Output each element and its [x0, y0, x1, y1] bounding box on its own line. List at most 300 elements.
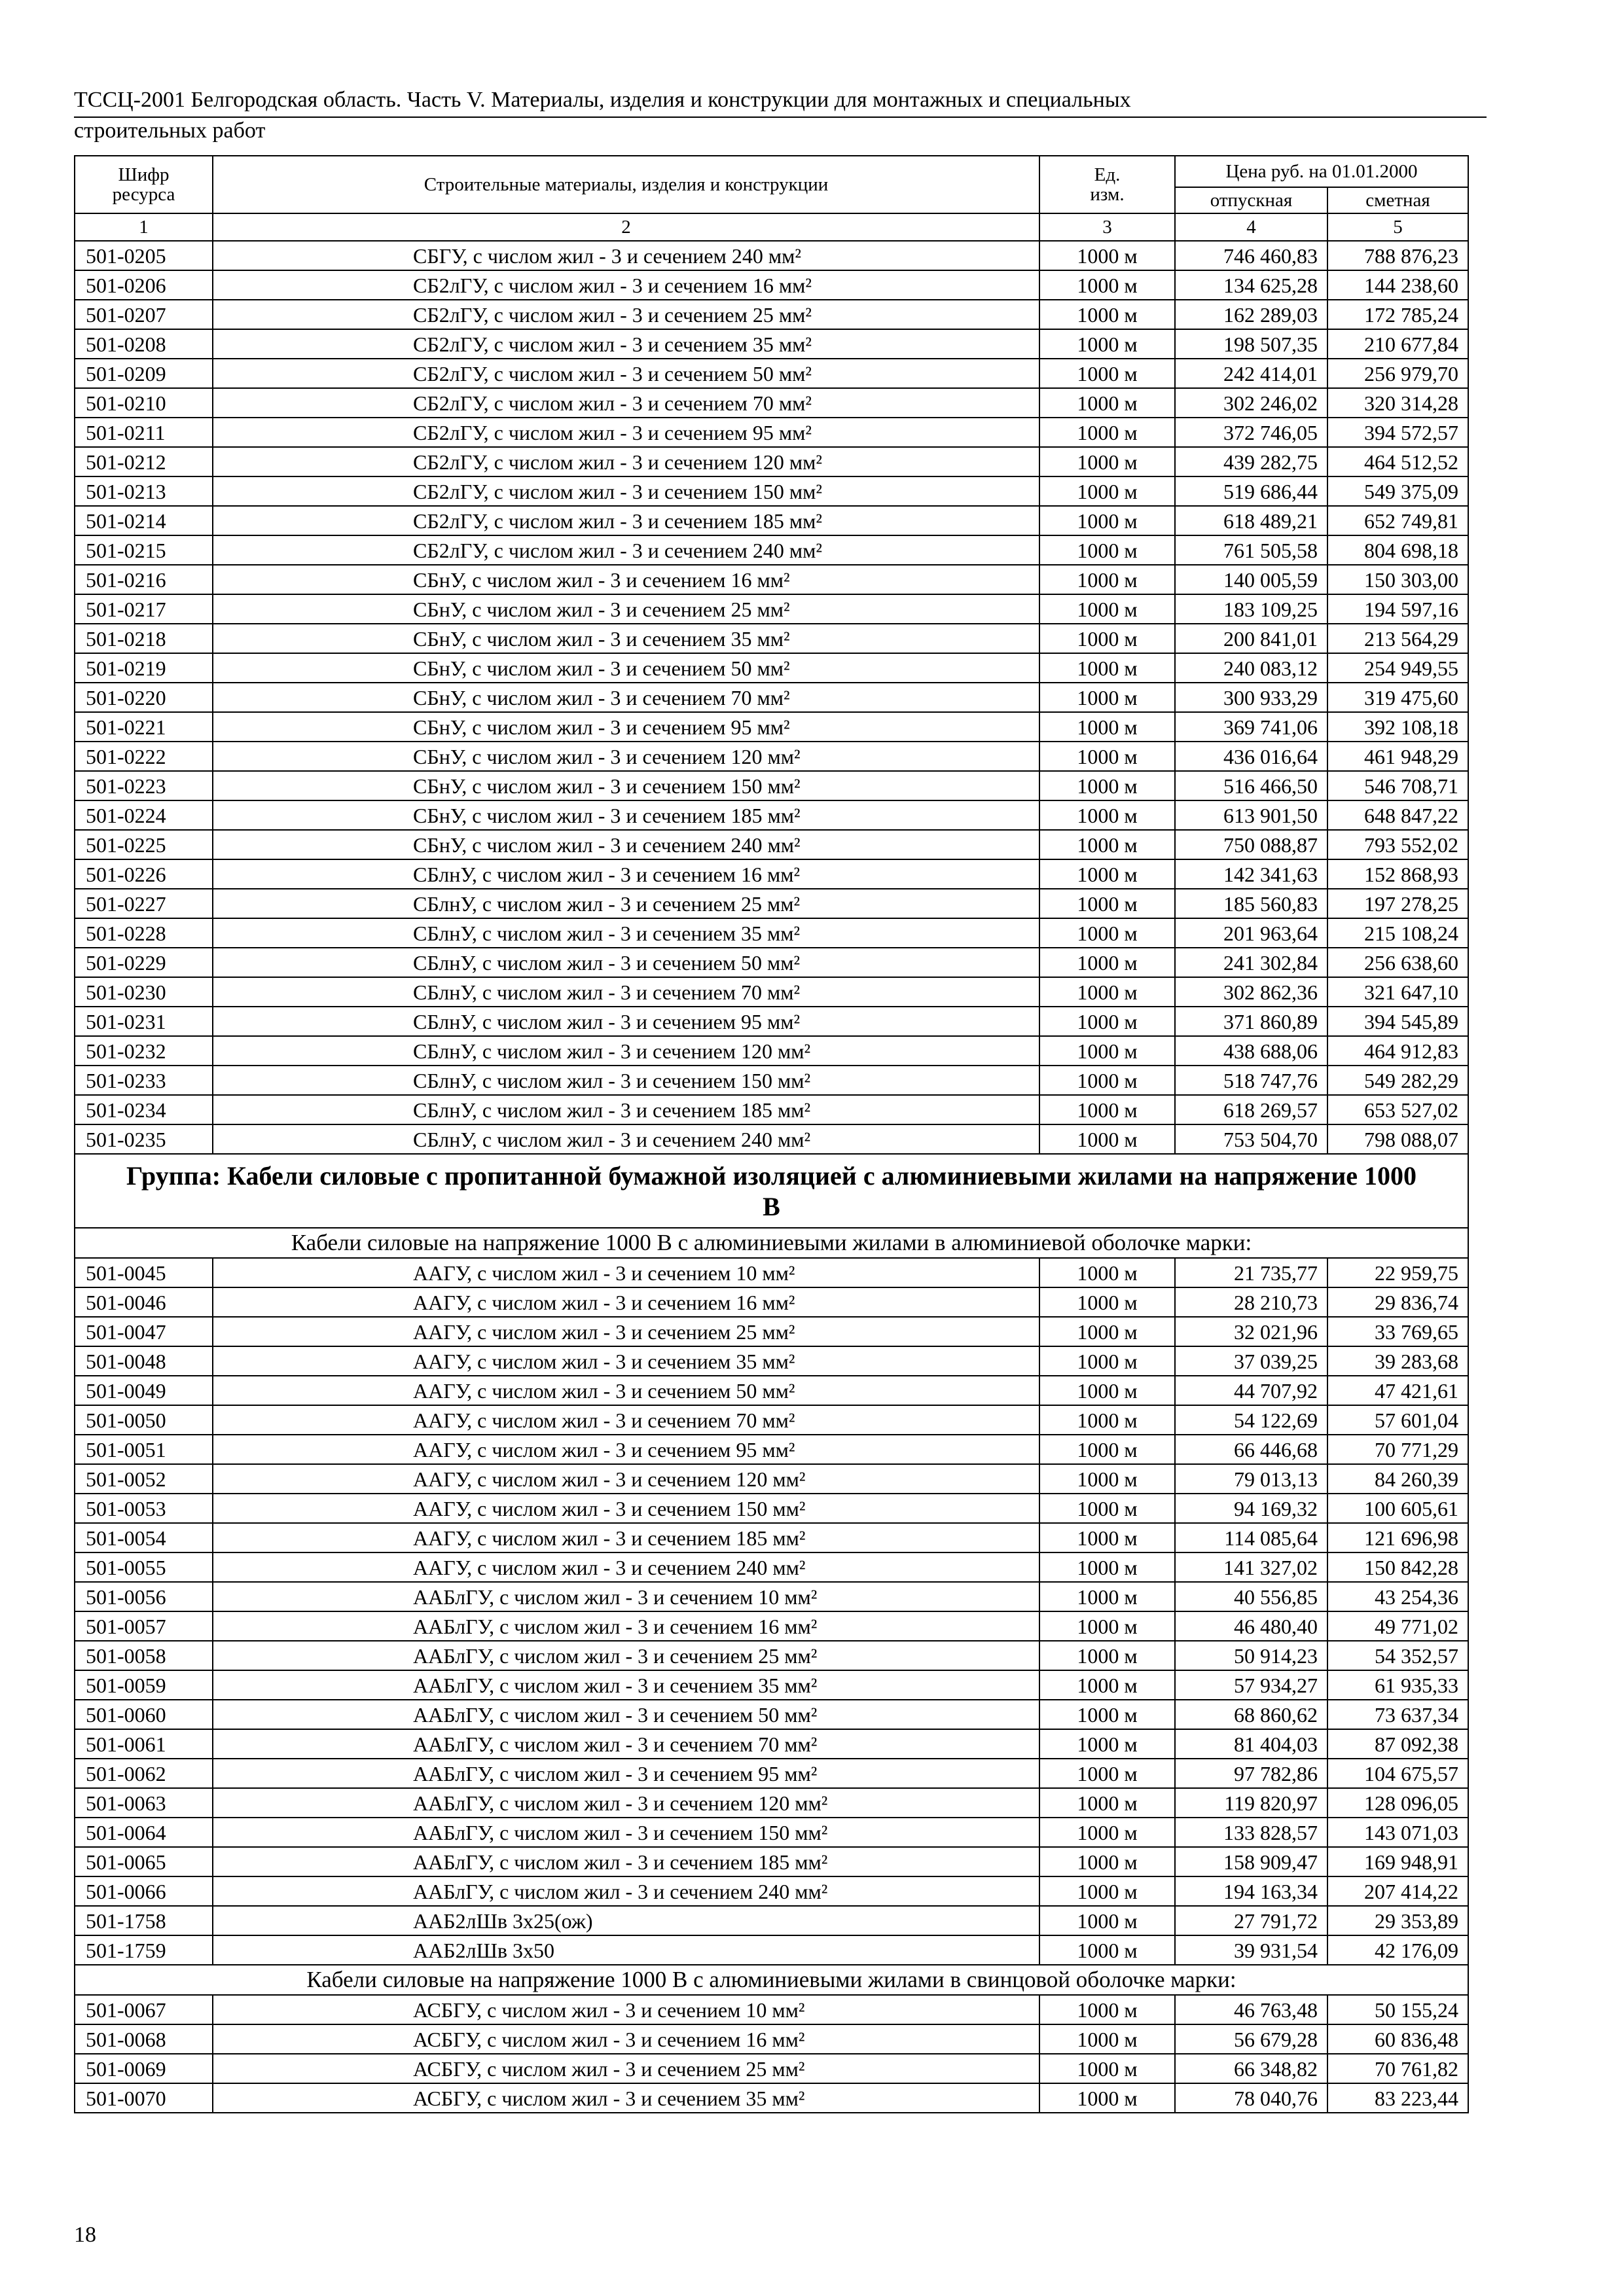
table-row — [75, 1405, 1468, 1435]
unit: 1000 м — [1039, 1582, 1175, 1611]
column-header-release: отпускная — [1175, 187, 1327, 213]
table-row — [75, 624, 1468, 653]
material-name: СБ2лГУ, с числом жил - 3 и сечением 16 мм² — [213, 270, 1039, 300]
resource-code: 501-0220 — [75, 683, 213, 712]
resource-code: 501-0064 — [75, 1818, 213, 1847]
estimate-price: 152 868,93 — [1327, 859, 1468, 889]
table-row — [75, 1818, 1468, 1847]
material-name: ААГУ, с числом жил - 3 и сечением 16 мм² — [213, 1287, 1039, 1317]
resource-code: 501-0217 — [75, 594, 213, 624]
material-name: СБлнУ, с числом жил - 3 и сечением 50 мм² — [213, 948, 1039, 977]
estimate-price: 70 761,82 — [1327, 2054, 1468, 2083]
table-row — [75, 830, 1468, 859]
estimate-price: 150 842,28 — [1327, 1552, 1468, 1582]
release-price: 519 686,44 — [1175, 476, 1327, 506]
resource-code: 501-0047 — [75, 1317, 213, 1346]
material-name: ААБ2лШв 3х50 — [213, 1935, 1039, 1965]
resource-code: 501-0225 — [75, 830, 213, 859]
unit: 1000 м — [1039, 300, 1175, 329]
unit: 1000 м — [1039, 624, 1175, 653]
header-title-line2: строительных работ — [74, 118, 266, 143]
table-row — [75, 1670, 1468, 1700]
release-price: 32 021,96 — [1175, 1317, 1327, 1346]
material-name: СБнУ, с числом жил - 3 и сечением 50 мм² — [213, 653, 1039, 683]
table-row — [75, 594, 1468, 624]
resource-code: 501-0232 — [75, 1036, 213, 1066]
release-price: 438 688,06 — [1175, 1036, 1327, 1066]
estimate-price: 648 847,22 — [1327, 800, 1468, 830]
unit: 1000 м — [1039, 712, 1175, 742]
estimate-price: 197 278,25 — [1327, 889, 1468, 918]
unit: 1000 м — [1039, 889, 1175, 918]
resource-code: 501-0207 — [75, 300, 213, 329]
release-price: 50 914,23 — [1175, 1641, 1327, 1670]
page-header — [74, 85, 1487, 144]
estimate-price: 319 475,60 — [1327, 683, 1468, 712]
release-price: 746 460,83 — [1175, 241, 1327, 270]
release-price: 57 934,27 — [1175, 1670, 1327, 1700]
table-row — [75, 1464, 1468, 1494]
unit: 1000 м — [1039, 1346, 1175, 1376]
table-row — [75, 359, 1468, 388]
resource-code: 501-0070 — [75, 2083, 213, 2113]
material-name: ААГУ, с числом жил - 3 и сечением 35 мм² — [213, 1346, 1039, 1376]
column-header-code: Шифр ресурса — [75, 156, 213, 213]
estimate-price: 213 564,29 — [1327, 624, 1468, 653]
resource-code: 501-0216 — [75, 565, 213, 594]
table-row — [75, 1095, 1468, 1124]
table-row — [75, 1995, 1468, 2024]
table-row — [75, 535, 1468, 565]
estimate-price: 60 836,48 — [1327, 2024, 1468, 2054]
release-price: 369 741,06 — [1175, 712, 1327, 742]
resource-code: 501-0065 — [75, 1847, 213, 1876]
estimate-price: 33 769,65 — [1327, 1317, 1468, 1346]
unit: 1000 м — [1039, 1124, 1175, 1154]
unit: 1000 м — [1039, 388, 1175, 418]
resource-code: 501-0052 — [75, 1464, 213, 1494]
unit: 1000 м — [1039, 1906, 1175, 1935]
release-price: 198 507,35 — [1175, 329, 1327, 359]
table-row — [75, 1317, 1468, 1346]
unit: 1000 м — [1039, 1376, 1175, 1405]
unit: 1000 м — [1039, 977, 1175, 1007]
material-name: СБ2лГУ, с числом жил - 3 и сечением 50 мм² — [213, 359, 1039, 388]
estimate-price: 104 675,57 — [1327, 1759, 1468, 1788]
release-price: 518 747,76 — [1175, 1066, 1327, 1095]
estimate-price: 143 071,03 — [1327, 1818, 1468, 1847]
release-price: 68 860,62 — [1175, 1700, 1327, 1729]
estimate-price: 144 238,60 — [1327, 270, 1468, 300]
release-price: 300 933,29 — [1175, 683, 1327, 712]
material-name: ААГУ, с числом жил - 3 и сечением 70 мм² — [213, 1405, 1039, 1435]
release-price: 201 963,64 — [1175, 918, 1327, 948]
unit: 1000 м — [1039, 270, 1175, 300]
release-price: 44 707,92 — [1175, 1376, 1327, 1405]
estimate-price: 464 912,83 — [1327, 1036, 1468, 1066]
estimate-price: 461 948,29 — [1327, 742, 1468, 771]
table-row — [75, 329, 1468, 359]
resource-code: 501-0235 — [75, 1124, 213, 1154]
resource-code: 501-0053 — [75, 1494, 213, 1523]
estimate-price: 39 283,68 — [1327, 1346, 1468, 1376]
table-row — [75, 2024, 1468, 2054]
material-name: СБнУ, с числом жил - 3 и сечением 150 мм² — [213, 771, 1039, 800]
release-price: 618 489,21 — [1175, 506, 1327, 535]
resource-code: 501-0226 — [75, 859, 213, 889]
resource-code: 501-0227 — [75, 889, 213, 918]
estimate-price: 549 282,29 — [1327, 1066, 1468, 1095]
resource-code: 501-0219 — [75, 653, 213, 683]
estimate-price: 788 876,23 — [1327, 241, 1468, 270]
subgroup-section — [75, 1965, 1468, 1995]
release-price: 200 841,01 — [1175, 624, 1327, 653]
resource-code: 501-0208 — [75, 329, 213, 359]
resource-code: 501-0067 — [75, 1995, 213, 2024]
resource-code: 501-0209 — [75, 359, 213, 388]
estimate-price: 210 677,84 — [1327, 329, 1468, 359]
table-row — [75, 1066, 1468, 1095]
column-number: 4 — [1175, 213, 1327, 241]
material-name: ААГУ, с числом жил - 3 и сечением 25 мм² — [213, 1317, 1039, 1346]
estimate-price: 42 176,09 — [1327, 1935, 1468, 1965]
material-name: СБлнУ, с числом жил - 3 и сечением 16 мм² — [213, 859, 1039, 889]
material-name: ААГУ, с числом жил - 3 и сечением 50 мм² — [213, 1376, 1039, 1405]
resource-code: 501-0062 — [75, 1759, 213, 1788]
table-row — [75, 712, 1468, 742]
material-name: СБ2лГУ, с числом жил - 3 и сечением 35 мм² — [213, 329, 1039, 359]
resource-code: 501-0060 — [75, 1700, 213, 1729]
release-price: 40 556,85 — [1175, 1582, 1327, 1611]
material-name: ААБлГУ, с числом жил - 3 и сечением 25 мм² — [213, 1641, 1039, 1670]
table-row — [75, 241, 1468, 270]
estimate-price: 50 155,24 — [1327, 1995, 1468, 2024]
estimate-price: 549 375,09 — [1327, 476, 1468, 506]
resource-code: 501-0222 — [75, 742, 213, 771]
unit: 1000 м — [1039, 1095, 1175, 1124]
release-price: 516 466,50 — [1175, 771, 1327, 800]
unit: 1000 м — [1039, 918, 1175, 948]
estimate-price: 150 303,00 — [1327, 565, 1468, 594]
material-name: СБнУ, с числом жил - 3 и сечением 185 мм² — [213, 800, 1039, 830]
material-name: ААБлГУ, с числом жил - 3 и сечением 50 мм² — [213, 1700, 1039, 1729]
release-price: 185 560,83 — [1175, 889, 1327, 918]
resource-code: 501-0221 — [75, 712, 213, 742]
unit: 1000 м — [1039, 948, 1175, 977]
header-title-line1: ТССЦ-2001 Белгородская область. Часть V. Материалы, изделия и конструкции для монтажных и специальных — [74, 88, 1131, 112]
resource-code: 501-0234 — [75, 1095, 213, 1124]
material-name: СБнУ, с числом жил - 3 и сечением 120 мм² — [213, 742, 1039, 771]
estimate-price: 207 414,22 — [1327, 1876, 1468, 1906]
material-name: ААБлГУ, с числом жил - 3 и сечением 185 мм² — [213, 1847, 1039, 1876]
material-name: ААБлГУ, с числом жил - 3 и сечением 150 мм² — [213, 1818, 1039, 1847]
release-price: 78 040,76 — [1175, 2083, 1327, 2113]
release-price: 28 210,73 — [1175, 1287, 1327, 1317]
release-price: 302 246,02 — [1175, 388, 1327, 418]
table-row — [75, 1007, 1468, 1036]
resource-code: 501-0224 — [75, 800, 213, 830]
unit: 1000 м — [1039, 1641, 1175, 1670]
unit: 1000 м — [1039, 535, 1175, 565]
release-price: 240 083,12 — [1175, 653, 1327, 683]
table-row — [75, 476, 1468, 506]
unit: 1000 м — [1039, 1847, 1175, 1876]
unit: 1000 м — [1039, 1287, 1175, 1317]
resource-code: 501-0212 — [75, 447, 213, 476]
release-price: 142 341,63 — [1175, 859, 1327, 889]
resource-code: 501-0049 — [75, 1376, 213, 1405]
unit: 1000 м — [1039, 2054, 1175, 2083]
estimate-price: 43 254,36 — [1327, 1582, 1468, 1611]
resource-code: 501-0228 — [75, 918, 213, 948]
unit: 1000 м — [1039, 1494, 1175, 1523]
material-name: СБ2лГУ, с числом жил - 3 и сечением 240 мм² — [213, 535, 1039, 565]
table-row — [75, 506, 1468, 535]
material-name: СБнУ, с числом жил - 3 и сечением 25 мм² — [213, 594, 1039, 624]
table-row — [75, 1258, 1468, 1287]
release-price: 79 013,13 — [1175, 1464, 1327, 1494]
table-header — [75, 156, 1468, 241]
material-name: СБлнУ, с числом жил - 3 и сечением 25 мм² — [213, 889, 1039, 918]
unit: 1000 м — [1039, 1036, 1175, 1066]
material-name: СБ2лГУ, с числом жил - 3 и сечением 185 мм² — [213, 506, 1039, 535]
unit: 1000 м — [1039, 329, 1175, 359]
material-name: ААГУ, с числом жил - 3 и сечением 10 мм² — [213, 1258, 1039, 1287]
table-row — [75, 1729, 1468, 1759]
resource-code: 501-0055 — [75, 1552, 213, 1582]
release-price: 66 446,68 — [1175, 1435, 1327, 1464]
resource-code: 501-0206 — [75, 270, 213, 300]
estimate-price: 29 353,89 — [1327, 1906, 1468, 1935]
resource-code: 501-0069 — [75, 2054, 213, 2083]
table-row — [75, 1435, 1468, 1464]
estimate-price: 84 260,39 — [1327, 1464, 1468, 1494]
estimate-price: 61 935,33 — [1327, 1670, 1468, 1700]
table-row — [75, 800, 1468, 830]
release-price: 162 289,03 — [1175, 300, 1327, 329]
material-name: СБ2лГУ, с числом жил - 3 и сечением 120 мм² — [213, 447, 1039, 476]
estimate-price: 49 771,02 — [1327, 1611, 1468, 1641]
estimate-price: 128 096,05 — [1327, 1788, 1468, 1818]
material-name: АСБГУ, с числом жил - 3 и сечением 10 мм² — [213, 1995, 1039, 2024]
release-price: 242 414,01 — [1175, 359, 1327, 388]
material-name: СБлнУ, с числом жил - 3 и сечением 35 мм² — [213, 918, 1039, 948]
estimate-price: 47 421,61 — [1327, 1376, 1468, 1405]
unit: 1000 м — [1039, 800, 1175, 830]
unit: 1000 м — [1039, 1876, 1175, 1906]
table-row — [75, 1700, 1468, 1729]
unit: 1000 м — [1039, 506, 1175, 535]
resource-code: 501-0051 — [75, 1435, 213, 1464]
resource-code: 501-0057 — [75, 1611, 213, 1641]
material-name: ААБлГУ, с числом жил - 3 и сечением 240 мм² — [213, 1876, 1039, 1906]
table-row — [75, 859, 1468, 889]
estimate-price: 29 836,74 — [1327, 1287, 1468, 1317]
material-name: СБнУ, с числом жил - 3 и сечением 70 мм² — [213, 683, 1039, 712]
table-row — [75, 771, 1468, 800]
estimate-price: 793 552,02 — [1327, 830, 1468, 859]
material-name: СБнУ, с числом жил - 3 и сечением 35 мм² — [213, 624, 1039, 653]
subgroup-title-lead: Кабели силовые на напряжение 1000 В с алюминиевыми жилами в свинцовой оболочке марки: — [75, 1965, 1468, 1995]
unit: 1000 м — [1039, 1788, 1175, 1818]
release-price: 46 763,48 — [1175, 1995, 1327, 2024]
unit: 1000 м — [1039, 1729, 1175, 1759]
table-row — [75, 1582, 1468, 1611]
material-name: ААБлГУ, с числом жил - 3 и сечением 95 мм² — [213, 1759, 1039, 1788]
subgroup-title-aluminium: Кабели силовые на напряжение 1000 В с алюминиевыми жилами в алюминиевой оболочке марки: — [75, 1228, 1468, 1258]
resource-code: 501-0046 — [75, 1287, 213, 1317]
table-row — [75, 1611, 1468, 1641]
table-row — [75, 1876, 1468, 1906]
unit: 1000 м — [1039, 476, 1175, 506]
table-row — [75, 300, 1468, 329]
resource-code: 501-0056 — [75, 1582, 213, 1611]
unit: 1000 м — [1039, 594, 1175, 624]
table-row — [75, 1376, 1468, 1405]
release-price: 39 931,54 — [1175, 1935, 1327, 1965]
table-row — [75, 1494, 1468, 1523]
estimate-price: 87 092,38 — [1327, 1729, 1468, 1759]
resource-code: 501-0054 — [75, 1523, 213, 1552]
table-row — [75, 1641, 1468, 1670]
release-price: 613 901,50 — [1175, 800, 1327, 830]
resource-code: 501-0229 — [75, 948, 213, 977]
column-number: 3 — [1039, 213, 1175, 241]
resource-code: 501-0068 — [75, 2024, 213, 2054]
unit: 1000 м — [1039, 2024, 1175, 2054]
material-name: ААБлГУ, с числом жил - 3 и сечением 70 мм² — [213, 1729, 1039, 1759]
estimate-price: 464 512,52 — [1327, 447, 1468, 476]
estimate-price: 653 527,02 — [1327, 1095, 1468, 1124]
estimate-price: 73 637,34 — [1327, 1700, 1468, 1729]
page-number: 18 — [74, 2223, 96, 2247]
resource-code: 501-1759 — [75, 1935, 213, 1965]
release-price: 753 504,70 — [1175, 1124, 1327, 1154]
release-price: 56 679,28 — [1175, 2024, 1327, 2054]
release-price: 114 085,64 — [1175, 1523, 1327, 1552]
resource-code: 501-0211 — [75, 418, 213, 447]
unit: 1000 м — [1039, 1405, 1175, 1435]
estimate-price: 54 352,57 — [1327, 1641, 1468, 1670]
table-row — [75, 1287, 1468, 1317]
unit: 1000 м — [1039, 742, 1175, 771]
resource-code: 501-0061 — [75, 1729, 213, 1759]
unit: 1000 м — [1039, 1317, 1175, 1346]
unit: 1000 м — [1039, 683, 1175, 712]
estimate-price: 100 605,61 — [1327, 1494, 1468, 1523]
resource-code: 501-0205 — [75, 241, 213, 270]
release-price: 618 269,57 — [1175, 1095, 1327, 1124]
material-name: АСБГУ, с числом жил - 3 и сечением 16 мм² — [213, 2024, 1039, 2054]
column-number: 2 — [213, 213, 1039, 241]
table-row — [75, 388, 1468, 418]
release-price: 46 480,40 — [1175, 1611, 1327, 1641]
estimate-price: 83 223,44 — [1327, 2083, 1468, 2113]
release-price: 750 088,87 — [1175, 830, 1327, 859]
estimate-price: 256 638,60 — [1327, 948, 1468, 977]
price-table-wrapper — [74, 155, 1468, 2113]
material-name: СБлнУ, с числом жил - 3 и сечением 240 мм² — [213, 1124, 1039, 1154]
column-header-name: Строительные материалы, изделия и конструкции — [213, 156, 1039, 213]
table-row — [75, 447, 1468, 476]
release-price: 81 404,03 — [1175, 1729, 1327, 1759]
release-price: 194 163,34 — [1175, 1876, 1327, 1906]
material-name: ААБлГУ, с числом жил - 3 и сечением 10 мм² — [213, 1582, 1039, 1611]
material-name: ААБлГУ, с числом жил - 3 и сечением 16 мм² — [213, 1611, 1039, 1641]
release-price: 94 169,32 — [1175, 1494, 1327, 1523]
material-name: ААБ2лШв 3х25(ож) — [213, 1906, 1039, 1935]
material-name: ААБлГУ, с числом жил - 3 и сечением 120 мм² — [213, 1788, 1039, 1818]
resource-code: 501-0218 — [75, 624, 213, 653]
material-name: ААГУ, с числом жил - 3 и сечением 120 мм² — [213, 1464, 1039, 1494]
resource-code: 501-0063 — [75, 1788, 213, 1818]
group-title: Группа: Кабели силовые с пропитанной бумажной изоляцией с алюминиевыми жилами на напряжение 1000 В — [75, 1154, 1468, 1228]
estimate-price: 392 108,18 — [1327, 712, 1468, 742]
material-name: АСБГУ, с числом жил - 3 и сечением 35 мм² — [213, 2083, 1039, 2113]
release-price: 21 735,77 — [1175, 1258, 1327, 1287]
resource-code: 501-0230 — [75, 977, 213, 1007]
material-name: СБ2лГУ, с числом жил - 3 и сечением 95 мм² — [213, 418, 1039, 447]
unit: 1000 м — [1039, 653, 1175, 683]
estimate-price: 194 597,16 — [1327, 594, 1468, 624]
table-row — [75, 918, 1468, 948]
release-price: 158 909,47 — [1175, 1847, 1327, 1876]
release-price: 761 505,58 — [1175, 535, 1327, 565]
table-body-lead — [75, 1995, 1468, 2113]
table-row — [75, 1935, 1468, 1965]
resource-code: 501-0048 — [75, 1346, 213, 1376]
unit: 1000 м — [1039, 1935, 1175, 1965]
table-row — [75, 270, 1468, 300]
table-row — [75, 2054, 1468, 2083]
material-name: ААГУ, с числом жил - 3 и сечением 240 мм² — [213, 1552, 1039, 1582]
unit: 1000 м — [1039, 1435, 1175, 1464]
resource-code: 501-0210 — [75, 388, 213, 418]
table-row — [75, 1036, 1468, 1066]
estimate-price: 394 545,89 — [1327, 1007, 1468, 1036]
table-row — [75, 653, 1468, 683]
estimate-price: 172 785,24 — [1327, 300, 1468, 329]
table-row — [75, 2083, 1468, 2113]
estimate-price: 394 572,57 — [1327, 418, 1468, 447]
table-row — [75, 1523, 1468, 1552]
material-name: АСБГУ, с числом жил - 3 и сечением 25 мм² — [213, 2054, 1039, 2083]
unit: 1000 м — [1039, 1066, 1175, 1095]
material-name: СБнУ, с числом жил - 3 и сечением 240 мм² — [213, 830, 1039, 859]
estimate-price: 546 708,71 — [1327, 771, 1468, 800]
unit: 1000 м — [1039, 1759, 1175, 1788]
release-price: 27 791,72 — [1175, 1906, 1327, 1935]
release-price: 141 327,02 — [1175, 1552, 1327, 1582]
unit: 1000 м — [1039, 359, 1175, 388]
estimate-price: 320 314,28 — [1327, 388, 1468, 418]
unit: 1000 м — [1039, 1552, 1175, 1582]
release-price: 439 282,75 — [1175, 447, 1327, 476]
unit: 1000 м — [1039, 1007, 1175, 1036]
unit: 1000 м — [1039, 1258, 1175, 1287]
table-row — [75, 948, 1468, 977]
table-row — [75, 565, 1468, 594]
unit: 1000 м — [1039, 830, 1175, 859]
release-price: 241 302,84 — [1175, 948, 1327, 977]
estimate-price: 169 948,91 — [1327, 1847, 1468, 1876]
column-header-price: Цена руб. на 01.01.2000 — [1175, 156, 1468, 187]
column-number: 1 — [75, 213, 213, 241]
resource-code: 501-0233 — [75, 1066, 213, 1095]
unit: 1000 м — [1039, 1670, 1175, 1700]
unit: 1000 м — [1039, 241, 1175, 270]
estimate-price: 70 771,29 — [1327, 1435, 1468, 1464]
